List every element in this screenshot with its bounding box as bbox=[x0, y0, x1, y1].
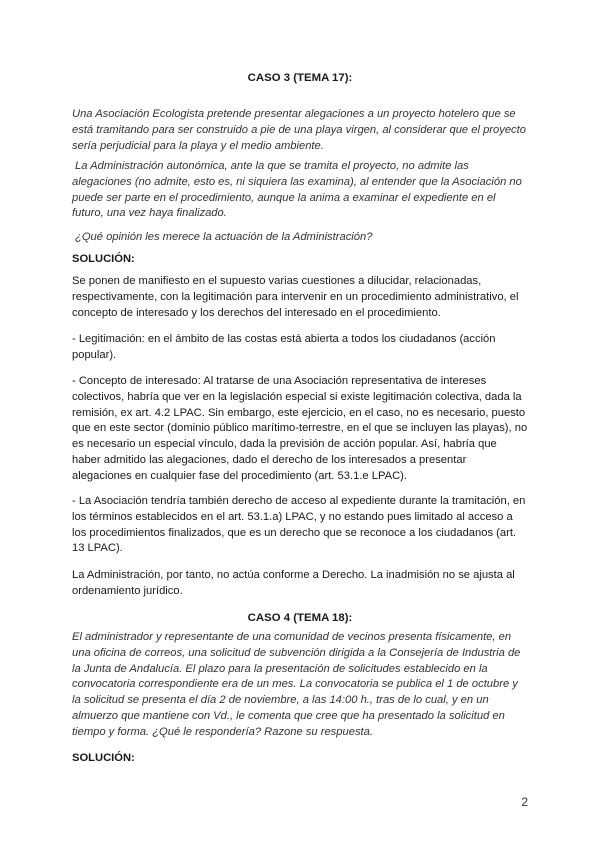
caso3-statement-2: La Administración autonómica, ante la que se tramita el proyecto, no admite las alegaciones (no admite, esto es, ni siquiera las examina), al entender que la Asociación no puede ser parte en el procedimiento, aunque la anima a examinar el expediente en el futuro, una vez haya finalizado. bbox=[72, 160, 522, 220]
caso3-acceso-expediente: - La Asociación tendría también derecho de acceso al expediente durante la tramitación, en los términos establecidos en el art. 53.1.a) LPAC, y no estando pues limitado al acceso a los procedimientos finalizados, que es un derecho que se reconoce a los ciudadanos (art. 13 LPAC). bbox=[72, 495, 526, 555]
caso4-title: CASO 4 (TEMA 18): bbox=[247, 612, 353, 624]
caso3-question: ¿Qué opinión les merece la actuación de la Administración? bbox=[75, 231, 373, 243]
caso3-statement-1: Una Asociación Ecologista pretende presentar alegaciones a un proyecto hotelero que se está tramitando para ser construido a pie de una playa virgen, al considerar que el proyecto sería perjudicial para la playa y el medio ambiente. bbox=[72, 108, 526, 152]
caso3-interesado: - Concepto de interesado: Al tratarse de una Asociación representativa de intereses colectivos, habría que ver en la legislación especial si existe legitimación colectiva, dada la remisión, ex art. 4.2 LPAC. Sin embargo, este ejercicio, en el caso, no es necesario, puesto que en este sector (dominio público marítimo-terrestre, en el que se incluyen las playas), no es necesario un especial vínculo, dada la previsión de acción popular. Así, habría que haber admitido las alegaciones, dado el derecho de los interesados a presentar alegaciones en cualquier fase del procedimiento (art. 53.1.e LPAC). bbox=[72, 375, 528, 482]
caso3-conclusion: La Administración, por tanto, no actúa conforme a Derecho. La inadmisión no se ajusta al ordenamiento jurídico. bbox=[72, 569, 515, 597]
caso3-solution-label: SOLUCIÓN: bbox=[72, 253, 135, 265]
caso4-statement: El administrador y representante de una comunidad de vecinos presenta físicamente, en una oficina de correos, una solicitud de subvención dirigida a la Consejería de Industria de la Junta de Andalucía. El plazo para la presentación de solicitudes establecido en la convocatoria correspondiente era de un mes. La convocatoria se publica el 1 de octubre y la solicitud se presenta el día 2 de noviembre, a las 14:00 h., tras de lo cual, y en un almuerzo que mantiene con Vd., le comenta que cree que ha presentado la solicitud en tiempo y forma. ¿Qué le respondería? Razone su respuesta. bbox=[72, 631, 521, 738]
caso4-solution-label: SOLUCIÓN: bbox=[72, 752, 135, 764]
caso3-title: CASO 3 (TEMA 17): bbox=[247, 72, 353, 84]
caso3-legitimacion: - Legitimación: en el ámbito de las costas está abierta a todos los ciudadanos (acción popular). bbox=[72, 333, 496, 361]
caso3-solution-intro: Se ponen de manifiesto en el supuesto varias cuestiones a dilucidar, relacionadas, respectivamente, con la legitimación para intervenir en un procedimiento administrativo, el concepto de interesado y los derechos del interesado en el procedimiento. bbox=[72, 275, 519, 319]
page-number: 2 bbox=[521, 795, 528, 809]
